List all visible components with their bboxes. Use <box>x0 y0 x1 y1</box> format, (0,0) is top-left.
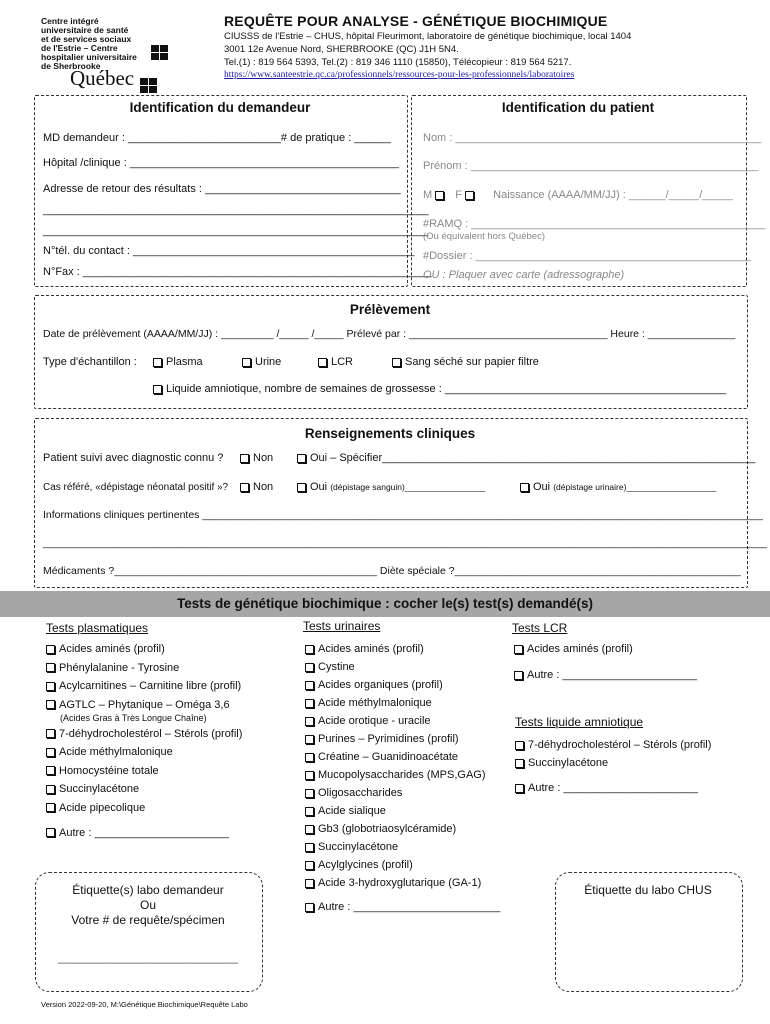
plasma-item-label: Acide méthylmalonique <box>59 746 173 758</box>
checkbox-icon[interactable] <box>305 717 314 726</box>
nom-field[interactable]: Nom : __________________________________________________ <box>423 132 762 144</box>
type-sang-seche[interactable] <box>392 356 539 368</box>
checkbox-icon[interactable] <box>240 483 249 492</box>
tel-field[interactable]: N°tél. du contact : ______________________________________________ <box>43 245 415 257</box>
etiquette-line3: Votre # de requête/spécimen <box>71 913 225 927</box>
checkbox-icon[interactable] <box>515 741 524 750</box>
checkbox-icon[interactable] <box>305 735 314 744</box>
form-title: REQUÊTE POUR ANALYSE - GÉNÉTIQUE BIOCHIMIQUE <box>224 13 608 29</box>
adresse-field[interactable]: Adresse de retour des résultats : ________________________________ <box>43 183 401 195</box>
suivi-oui[interactable] <box>297 452 755 464</box>
sexe-f-checkbox[interactable] <box>465 191 474 200</box>
tests-banner-text: Tests de génétique biochimique : cocher le(s) test(s) demandé(s) <box>176 596 594 611</box>
urine-item[interactable] <box>305 841 500 859</box>
demandeur-title: Identification du demandeur <box>129 100 311 115</box>
quebec-logo <box>70 66 158 94</box>
checkbox-icon[interactable] <box>305 903 314 912</box>
adresse-field-3[interactable]: _______________________________________________________________ <box>43 225 429 237</box>
amnio-item[interactable] <box>515 739 711 751</box>
refere-oui-urinaire[interactable] <box>520 481 716 493</box>
checkbox-icon[interactable] <box>46 729 55 738</box>
checkbox-icon[interactable] <box>305 843 314 852</box>
urine-autre-label: Autre : ________________________ <box>318 901 501 913</box>
urine-item-label: Gb3 (globotriaosylcéramide) <box>318 823 457 835</box>
oui-specifier-label: Oui – Spécifier_____________________________________________________________ <box>310 452 756 464</box>
type-echantillon-label: Type d'échantillon : <box>43 356 137 368</box>
type-urine-label: Urine <box>255 356 282 368</box>
type-urine[interactable] <box>242 356 281 368</box>
hopital-field[interactable]: Hôpital /clinique : ____________________________________________ <box>43 157 400 169</box>
checkbox-icon[interactable] <box>305 645 314 654</box>
checkbox-icon[interactable] <box>297 454 306 463</box>
non-label: Non <box>253 481 274 493</box>
etiquette-chus-text: Étiquette du labo CHUS <box>584 883 712 897</box>
checkbox-icon[interactable] <box>153 385 162 394</box>
footer-version: Version 2022-09-20, M:\Génétique Biochimique\Requête Labo <box>41 1000 248 1009</box>
urine-item[interactable] <box>305 643 500 661</box>
lcr-autre-label: Autre : ______________________ <box>527 669 698 681</box>
quebec-wordmark: Québec <box>70 66 135 90</box>
checkbox-icon[interactable] <box>318 358 327 367</box>
tests-banner <box>0 591 770 617</box>
refere-non[interactable] <box>240 481 273 493</box>
urine-item[interactable] <box>305 859 500 877</box>
checkbox-icon[interactable] <box>242 358 251 367</box>
plasma-item[interactable] <box>46 802 242 827</box>
plasma-item-label: 7-déhydrocholestérol – Stérols (profil) <box>59 727 243 740</box>
urine-item-label: Succinylacétone <box>318 841 399 853</box>
date-prelevement-field[interactable]: Date de prélèvement (AAAA/MM/JJ) : _________ /_____ /_____ Prélevé par : __________________________________ Heure : _______________ <box>43 328 736 340</box>
etiquette-demandeur-text <box>35 883 261 965</box>
plasma-item[interactable] <box>46 680 242 699</box>
checkbox-icon[interactable] <box>392 358 401 367</box>
oui-label: Oui <box>533 481 551 493</box>
urine-item-label: Acide orotique - uracile <box>318 715 431 727</box>
md-field[interactable]: MD demandeur : _________________________# de pratique : ______ <box>43 132 392 144</box>
checkbox-icon[interactable] <box>46 785 55 794</box>
amnio-item[interactable] <box>515 757 608 769</box>
urine-item[interactable] <box>305 787 500 805</box>
infos-cliniques-field-2[interactable]: ____________________________________________________________________________________________________________________________ <box>43 537 768 549</box>
urine-item[interactable] <box>305 733 500 751</box>
plasma-autre-label: Autre : ______________________ <box>59 826 230 839</box>
checkbox-icon[interactable] <box>305 861 314 870</box>
urine-item-label: Oligosaccharides <box>318 787 403 799</box>
checkbox-icon[interactable] <box>46 828 55 837</box>
amnio-item-label: Succinylacétone <box>528 757 609 769</box>
checkbox-icon[interactable] <box>46 663 55 672</box>
prenom-field[interactable]: Prénom : _______________________________________________ <box>423 160 759 172</box>
checkbox-icon[interactable] <box>305 825 314 834</box>
urine-item-label: Acide méthylmalonique <box>318 697 432 709</box>
lcr-item[interactable] <box>514 643 633 655</box>
prelevement-title: Prélèvement <box>349 302 431 317</box>
checkbox-icon[interactable] <box>305 681 314 690</box>
checkbox-icon[interactable] <box>305 771 314 780</box>
urine-item[interactable] <box>305 697 500 715</box>
org-name: Centre intégré universitaire de santé et de services sociaux de l'Estrie – Centre hospitalier universitaire de Sherbrooke <box>41 16 137 71</box>
plasma-item-label: Succinylacétone <box>59 783 140 795</box>
urine-item-label: Acide 3-hydroxyglutarique (GA-1) <box>318 877 482 889</box>
etiquette-line2: Ou <box>139 898 156 912</box>
urine-autre[interactable] <box>305 901 500 913</box>
sexe-m-checkbox[interactable] <box>435 191 444 200</box>
plasma-item-label: Phénylalanine - Tyrosine <box>59 661 180 674</box>
type-lcr[interactable] <box>318 356 353 368</box>
suivi-non[interactable] <box>240 452 273 464</box>
checkbox-icon[interactable] <box>46 748 55 757</box>
urinaire-label: (dépistage urinaire)___________________ <box>553 482 717 492</box>
plasma-item-label: Acide pipecolique <box>59 801 146 814</box>
lcr-autre[interactable] <box>514 669 697 681</box>
plasma-item[interactable] <box>46 783 242 802</box>
urine-list <box>305 643 500 913</box>
type-liquide-amniotique[interactable] <box>153 383 726 395</box>
amnio-title: Tests liquide amniotique <box>515 715 644 729</box>
urine-item[interactable] <box>305 661 500 679</box>
patient-title: Identification du patient <box>501 100 655 115</box>
urine-item[interactable] <box>305 877 500 895</box>
sexe-m-label: M <box>423 189 433 201</box>
lab-website-link[interactable]: https://www.santeestrie.qc.ca/professionnels/ressources-pour-les-professionnels/laboratoires <box>224 70 575 80</box>
urine-item-label: Acides organiques (profil) <box>318 679 443 691</box>
urine-item[interactable] <box>305 751 500 769</box>
plasma-item[interactable] <box>46 662 242 681</box>
plasma-item-label: AGTLC – Phytanique – Oméga 3,6 <box>59 698 230 711</box>
sexe-row <box>423 189 733 201</box>
checkbox-icon[interactable] <box>46 700 55 709</box>
plasma-note: (Acides Gras à Très Longue Chaîne) <box>60 712 207 723</box>
header-address-1: CIUSSS de l'Estrie – CHUS, hôpital Fleurimont, laboratoire de génétique biochimique, local 1404 <box>224 31 632 42</box>
checkbox-icon[interactable] <box>305 807 314 816</box>
lcr-title: Tests LCR <box>512 621 568 635</box>
urine-item[interactable] <box>305 769 500 787</box>
checkbox-icon[interactable] <box>514 645 523 654</box>
checkbox-icon[interactable] <box>46 766 55 775</box>
plasma-item[interactable] <box>46 699 242 713</box>
header-address-2: 3001 12e Avenue Nord, SHERBROOKE (QC) J1H 5N4. <box>224 44 459 55</box>
amnio-item-label: 7-déhydrocholestérol – Stérols (profil) <box>528 739 712 751</box>
non-label: Non <box>253 452 274 464</box>
cliniques-section <box>34 418 748 588</box>
urine-item-label: Acylglycines (profil) <box>318 859 413 871</box>
plasma-item-label: Acylcarnitines – Carnitine libre (profil) <box>59 680 242 692</box>
cliniques-title: Renseignements cliniques <box>304 426 476 441</box>
urine-item-label: Mucopolysaccharides (MPS,GAG) <box>318 769 486 781</box>
naissance-field[interactable]: Naissance (AAAA/MM/JJ) : ______/_____/_____ <box>493 189 733 201</box>
infos-cliniques-field[interactable]: Informations cliniques pertinentes ________________________________________________________________________________________________ <box>43 509 763 521</box>
plasma-item[interactable] <box>46 765 242 784</box>
amnio-autre-label: Autre : ______________________ <box>528 782 699 794</box>
checkbox-icon[interactable] <box>46 682 55 691</box>
sexe-f-label: F <box>455 189 463 201</box>
plasma-item[interactable] <box>46 746 242 765</box>
checkbox-icon[interactable] <box>305 753 314 762</box>
amnio-autre[interactable] <box>515 782 698 794</box>
type-plasma-label: Plasma <box>166 356 203 368</box>
type-plasma[interactable] <box>153 356 203 368</box>
checkbox-icon[interactable] <box>305 789 314 798</box>
refere-label: Cas référé, «dépistage néonatal positif »? <box>43 482 229 493</box>
urine-item-label: Acides aminés (profil) <box>318 643 424 655</box>
oui-label: Oui <box>310 481 328 493</box>
urine-item-label: Acide sialique <box>318 805 386 817</box>
checkbox-icon[interactable] <box>305 879 314 888</box>
type-lcr-label: LCR <box>331 356 354 368</box>
urine-item[interactable] <box>305 679 500 697</box>
plasma-item[interactable] <box>46 643 242 662</box>
checkbox-icon[interactable] <box>514 671 523 680</box>
type-sang-seche-label: Sang séché sur papier filtre <box>405 356 539 368</box>
urine-item-label: Créatine – Guanidinoacétate <box>318 751 459 763</box>
fax-field[interactable]: N°Fax : _________________________________________________________ <box>43 266 432 278</box>
urine-item-label: Purines – Pyrimidines (profil) <box>318 733 459 745</box>
header-phones: Tel.(1) : 819 564 5393, Tel.(2) : 819 346 1110 (15850), Télécopieur : 819 564 5217. <box>224 57 572 68</box>
checkbox-icon[interactable] <box>46 645 55 654</box>
urine-item[interactable] <box>305 823 500 841</box>
ramq-field[interactable]: #RAMQ : ________________________________________________ <box>423 218 765 230</box>
fleurdelise-icon <box>139 77 158 94</box>
adresse-field-2[interactable]: _______________________________________________________________ <box>43 204 429 216</box>
refere-question <box>43 481 228 493</box>
checkbox-icon[interactable] <box>515 784 524 793</box>
plasma-item-label: Acides aminés (profil) <box>59 643 165 655</box>
etiquette-blank[interactable]: ___________________________ <box>57 950 239 964</box>
plasma-item-label: Homocystéine totale <box>59 764 159 777</box>
checkbox-icon[interactable] <box>297 483 306 492</box>
medicaments-field[interactable]: Médicaments ?_____________________________________________ Diète spéciale ?_________________________________________________ <box>43 565 741 577</box>
ramq-note: (Ou équivalent hors Québec) <box>423 231 545 242</box>
checkbox-icon[interactable] <box>515 759 524 768</box>
liquide-amniotique-label: Liquide amniotique, nombre de semaines de grossesse : ______________________________________________ <box>166 383 727 395</box>
urine-item-label: Cystine <box>318 661 355 673</box>
plasma-autre[interactable] <box>46 827 242 839</box>
dossier-field[interactable]: #Dossier : _____________________________________________ <box>423 250 751 262</box>
type-echantillon-row <box>43 356 137 368</box>
refere-oui-sanguin[interactable] <box>297 481 485 493</box>
plasma-item[interactable] <box>46 728 242 747</box>
fleurdelise-icon-small <box>150 43 169 61</box>
lcr-item-label: Acides aminés (profil) <box>527 643 633 655</box>
checkbox-icon[interactable] <box>240 454 249 463</box>
suivi-question: Patient suivi avec diagnostic connu ? <box>43 452 224 464</box>
plasma-title: Tests plasmatiques <box>46 621 149 635</box>
sanguin-label: (dépistage sanguin)_________________ <box>330 482 486 492</box>
checkbox-icon[interactable] <box>305 663 314 672</box>
etiquette-line1: Étiquette(s) labo demandeur <box>72 883 224 897</box>
checkbox-icon[interactable] <box>46 803 55 812</box>
checkbox-icon[interactable] <box>153 358 162 367</box>
plasma-list <box>46 643 242 839</box>
urine-title: Tests urinaires <box>303 619 381 633</box>
checkbox-icon[interactable] <box>305 699 314 708</box>
checkbox-icon[interactable] <box>520 483 529 492</box>
urine-item[interactable] <box>305 715 500 733</box>
urine-item[interactable] <box>305 805 500 823</box>
adressographe-note: OU : Plaquer avec carte (adressographe) <box>423 269 625 281</box>
